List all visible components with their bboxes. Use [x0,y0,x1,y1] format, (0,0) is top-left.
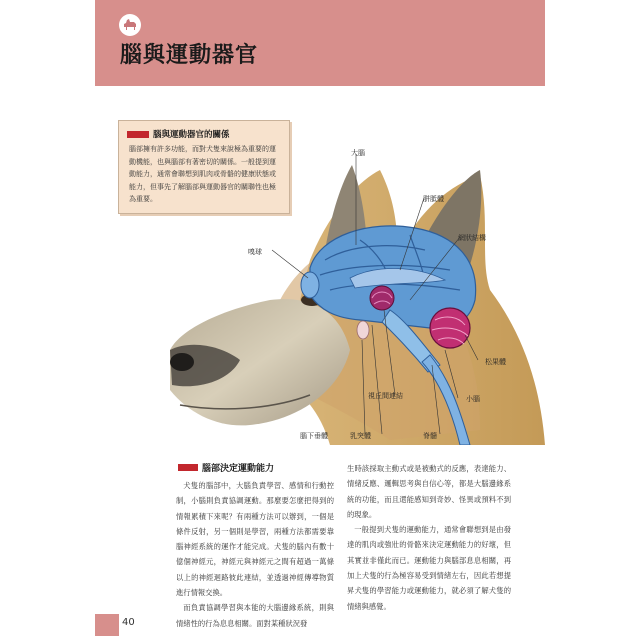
page-title: 腦與運動器官 [120,43,259,68]
section-title: 腦部決定運動能力 [202,464,275,474]
info-box-text: 腦部擁有許多功能，而對犬隻來說極為重要的運動機能，也與腦部有著密切的關係。一般提到運動能力，通常會聯想到肌肉或骨骼的健康狀態或能力，但事先了解腦部與運動器官的關聯性也極為重要。 [129,145,276,203]
body-column-right [347,461,511,614]
label-pituitary-gland: 腦下垂體 [300,432,328,440]
label-pineal-body: 松果體 [485,358,506,366]
label-interthalamic-adhesion: 視丘間連結 [368,392,403,400]
section-heading [178,461,274,474]
paragraph: 而負責協調學習與本能的大腦邊緣系統，則與情緒性的行為息息相關。面對某種狀況發 [176,603,334,628]
info-box-title: 腦與運動器官的關係 [153,130,230,140]
page-number [95,612,135,636]
dog-silhouette-icon [119,14,141,36]
red-marker-icon [178,464,198,471]
paragraph: 犬隻的腦部中，大腦負責學習、感情和行動控制，小腦則負責協調運動。那麼要怎麼把得到的情報累積下來呢？有兩種方法可以辦到，一個是條件反射，另一個則是學習，兩種方法都需要靠腦神經系統的運作才能完成。犬隻的腦內有數十億個神經元，神經元與神經元之間有超過一萬條以上的神經迴路彼此連結，並透過神經傳導物質進行情報交換。 [176,481,334,598]
paragraph: 一般提到犬隻的運動能力，通常會聯想到是由發達的肌肉或強壯的骨骼來決定運動能力的好壞，但其實並非僅此而已。運動能力與腦部息息相關，再加上犬隻的行為極容易受到情緒左右，因此若想提昇犬隻的學習能力或運動能力，就必須了解犬隻的情緒與感覺。 [347,525,511,611]
label-reticular-formation: 網狀結構 [458,234,486,242]
label-corpus-callosum: 胼胝體 [423,195,444,203]
red-marker-icon [127,131,149,138]
label-olfactory-bulb: 嗅球 [248,248,262,256]
paragraph: 生時該採取主動式或是被動式的反應，表達能力、情緒反應、邏輯思考與自信心等，都是大腦邊緣系統的功能，而且還能感知到奇妙、怪異或預料不到的現象。 [347,464,511,519]
label-cerebellum: 小腦 [466,395,480,403]
label-mammillary-body: 乳突體 [350,432,371,440]
label-cerebrum: 大腦 [351,149,365,157]
dog-brain-illustration [160,150,545,445]
page-number-tab [95,614,119,636]
info-box-heading [127,128,230,140]
page-number-text: 40 [122,617,135,628]
label-spinal-cord: 脊髓 [423,432,437,440]
body-column-left [176,478,334,631]
